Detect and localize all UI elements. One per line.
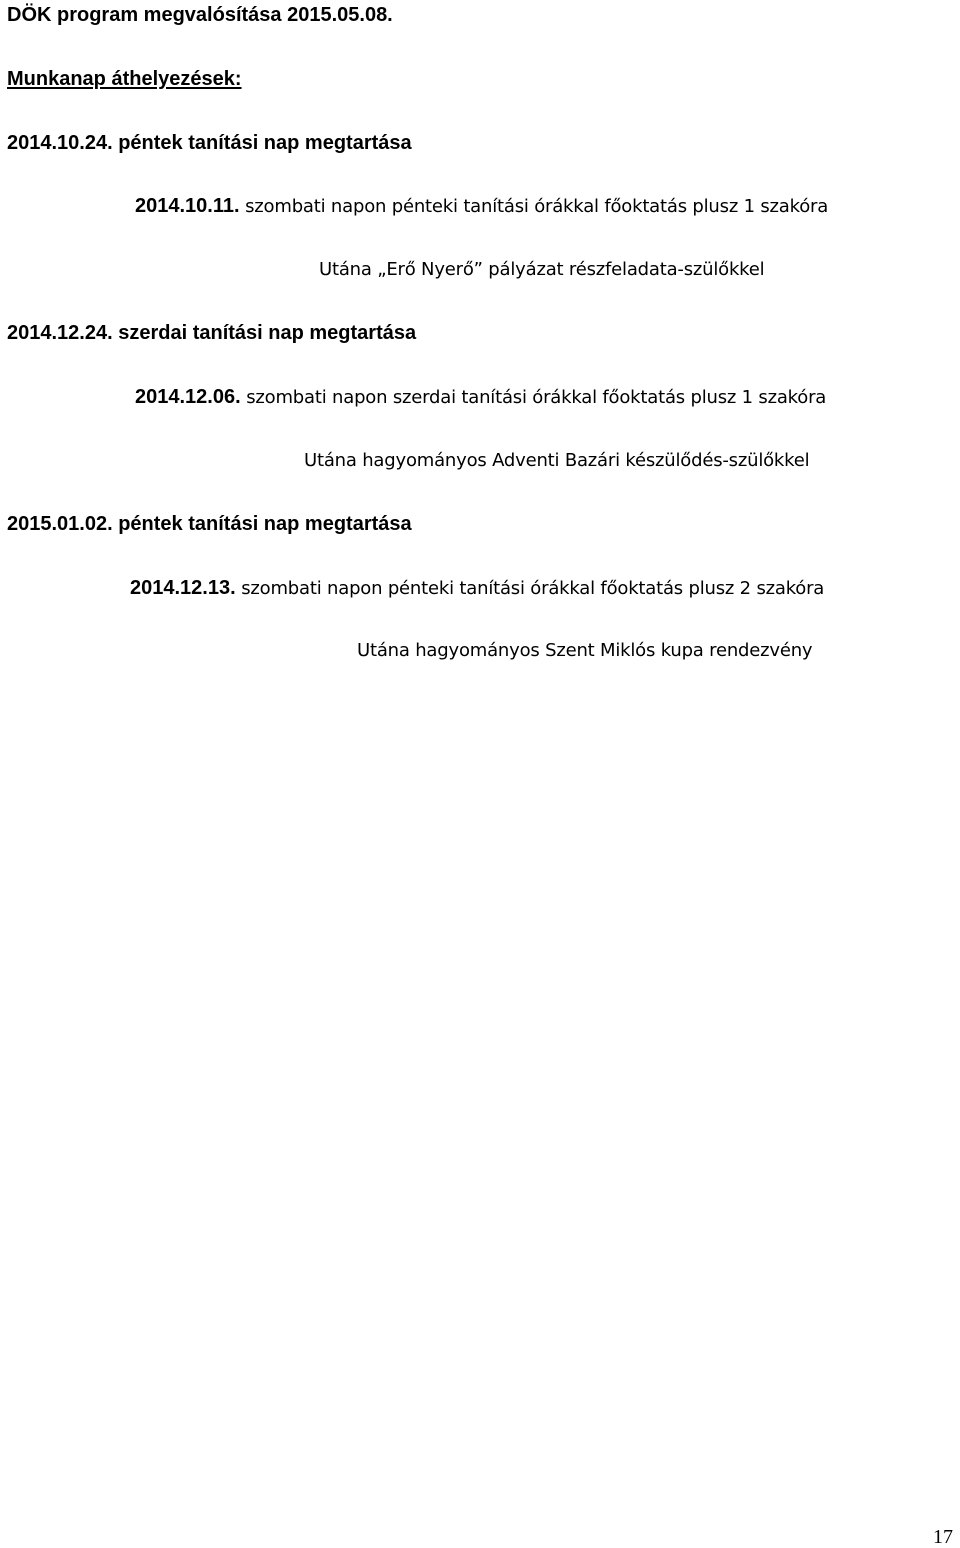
block-2-detail-text: szombati napon szerdai tanítási órákkal főoktatás plusz 1 szakóra [246,387,827,408]
block-2-heading: 2014.12.24. szerdai tanítási nap megtartása [7,322,417,344]
page-title: DÖK program megvalósítása 2015.05.08. [7,4,393,26]
block-3-followup: Utána hagyományos Szent Miklós kupa rendezvény [357,640,813,661]
block-1-followup: Utána „Erő Nyerő” pályázat részfeladata-szülőkkel [319,259,765,280]
block-3-heading: 2015.01.02. péntek tanítási nap megtartása [7,513,412,535]
block-1-heading: 2014.10.24. péntek tanítási nap megtartása [7,132,412,154]
block-1-detail-text: szombati napon pénteki tanítási órákkal főoktatás plusz 1 szakóra [245,196,829,217]
block-2-followup: Utána hagyományos Adventi Bazári készülődés-szülőkkel [304,450,810,471]
section-subtitle: Munkanap áthelyezések: [7,68,242,90]
block-1-detail-date: 2014.10.11. [135,195,240,217]
page-number: 17 [933,1526,953,1548]
block-2-detail [135,385,826,410]
block-3-detail-text: szombati napon pénteki tanítási órákkal főoktatás plusz 2 szakóra [241,578,825,599]
block-3-detail [130,576,824,601]
block-3-detail-date: 2014.12.13. [130,577,236,599]
block-1-detail [135,194,828,219]
block-2-detail-date: 2014.12.06. [135,386,241,408]
